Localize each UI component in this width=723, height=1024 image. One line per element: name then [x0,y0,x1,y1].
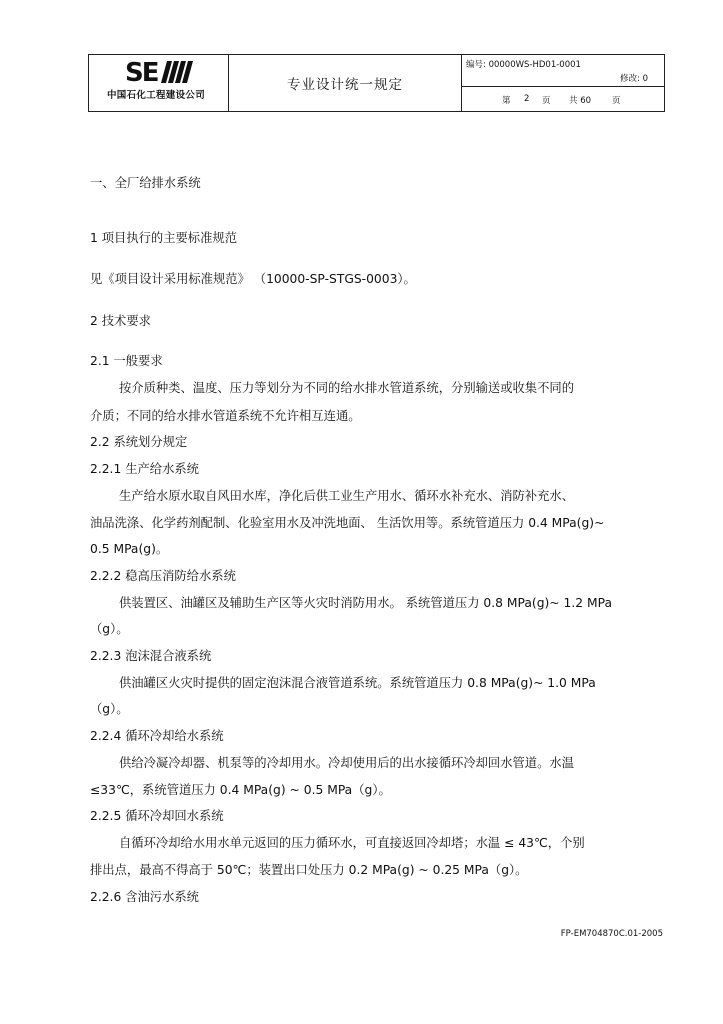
section-2-1-title: 2.1 一般要求 [90,354,163,368]
section-2-2-title: 2.2 系统划分规定 [90,435,188,449]
paragraph: 按介质种类、温度、压力等划分为不同的给水排水管道系统，分别输送或收集不同的 [119,381,574,395]
paragraph: （g）。 [90,702,129,716]
meta-row-pages [462,87,664,111]
document-meta [462,55,664,111]
paragraph: 供油罐区火灾时提供的固定泡沫混合液管道系统。系统管道压力 0.8 MPa(g)~ 1.0 MPa [119,676,596,690]
page-label-ye: 页 [542,96,551,106]
paragraph: （g）。 [90,622,129,636]
section-2-2-5-title: 2.2.5 循环冷却回水系统 [90,809,224,823]
company-name: 中国石化工程建设公司 [107,90,206,101]
total-label-ye: 页 [612,96,621,106]
document-number: 编号: 00000WS-HD01-0001 [466,60,581,70]
section-2-title: 2 技术要求 [90,314,151,328]
paragraph: 0.5 MPa(g)。 [90,542,169,556]
section-heading: 一、全厂给排水系统 [90,176,201,190]
section-2-2-3-title: 2.2.3 泡沫混合液系统 [90,649,212,663]
paragraph: 油品洗涤、化学药剂配制、化验室用水及冲洗地面、 生活饮用等。系统管道压力 0.4 MPa(g)~ [90,516,605,530]
paragraph: 供装置区、油罐区及辅助生产区等火灾时消防用水。 系统管道压力 0.8 MPa(g)~ 1.2 MPa [119,596,612,610]
meta-row-top [462,55,664,87]
section-2-2-2-title: 2.2.2 稳高压消防给水系统 [90,569,236,583]
sei-logo-icon [125,58,205,86]
company-logo-cell [89,55,229,111]
section-2-2-1-title: 2.2.1 生产给水系统 [90,462,199,476]
paragraph: 供给冷凝冷却器、机泵等的冷却用水。冷却使用后的出水接循环冷却回水管道。水温 [119,756,574,770]
paragraph: ≤33℃，系统管道压力 0.4 MPa(g) ~ 0.5 MPa（g）。 [90,783,391,797]
footer-form-code: FP-EM704870C.01-2005 [560,929,663,939]
page-label-di: 第 [502,96,511,106]
section-2-2-4-title: 2.2.4 循环冷却给水系统 [90,729,224,743]
section-1-title: 1 项目执行的主要标准规范 [90,231,237,245]
section-2-2-6-title: 2.2.6 含油污水系统 [90,890,199,904]
paragraph: 排出点，最高不得高于 50℃；装置出口处压力 0.2 MPa(g) ~ 0.25 MPa（g）。 [90,863,528,877]
revision-number: 修改: 0 [620,74,648,84]
page-number: 2 [524,94,530,104]
paragraph: 生产给水原水取自风田水库，净化后供工业生产用水、循环水补充水、消防补充水、 [119,489,574,503]
total-pages: 共 60 [569,96,592,106]
svg-text:SE: SE [125,58,158,86]
document-title: 专业设计统一规定 [229,55,462,111]
paragraph: 见《项目设计采用标准规范》 （10000-SP-STGS-0003）。 [90,272,416,286]
paragraph: 介质；不同的给水排水管道系统不允许相互连通。 [90,409,361,423]
paragraph: 自循环冷却给水用水单元返回的压力循环水，可直接返回冷却塔；水温 ≤ 43℃，个别 [119,836,585,850]
document-header [88,54,665,112]
